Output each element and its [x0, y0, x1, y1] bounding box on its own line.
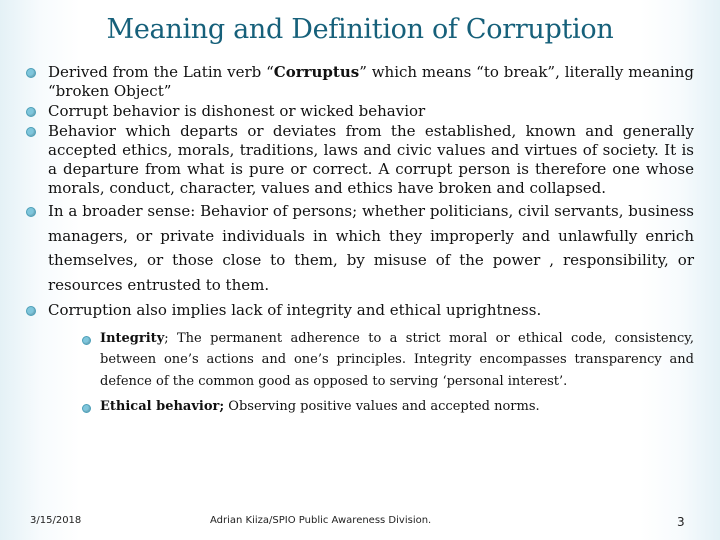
- bullet-icon: [82, 404, 91, 413]
- bullet-text: Corruption also implies lack of integrity and ethical uprightness.: [48, 301, 542, 319]
- footer-date: 3/15/2018: [30, 515, 82, 526]
- slide-title: Meaning and Definition of Corruption: [106, 14, 614, 45]
- sub-bullet-integrity: [78, 328, 694, 393]
- sub-bullet-text: Observing positive values and accepted norms.: [224, 399, 540, 414]
- bullet-item-integrity-lack: [22, 298, 694, 418]
- bullet-icon: [26, 306, 36, 316]
- bullet-item-latin-origin: [22, 63, 694, 101]
- page-number: 3: [677, 515, 685, 529]
- bullet-item-departure: [22, 122, 694, 198]
- bullet-text: In a broader sense: Behavior of persons; whether politicians, civil servants, business managers, or private individuals in which they improperly and unlawfully enrich themselves, or those close to them, by misuse of the power , responsibility, or resources entrusted to them.: [48, 202, 694, 294]
- bullet-item-broader-sense: [22, 199, 694, 297]
- bullet-text: ” which means “to break”, literally meaning “broken Object”: [48, 63, 694, 100]
- bullet-bold-term: Corruptus: [273, 63, 360, 81]
- bullet-text: Derived from the Latin verb “: [48, 63, 274, 81]
- sub-bullet-term: Ethical behavior;: [100, 399, 225, 414]
- sub-bullet-list: [78, 328, 694, 418]
- bullet-icon: [26, 127, 36, 137]
- bullet-icon: [26, 107, 36, 117]
- bullet-text: Corrupt behavior is dishonest or wicked behavior: [48, 102, 426, 120]
- bullet-icon: [26, 207, 36, 217]
- sub-bullet-term: Integrity: [100, 330, 165, 346]
- footer-author: Adrian Kiiza/SPIO Public Awareness Division.: [210, 515, 432, 526]
- bullet-icon: [82, 336, 91, 345]
- sub-bullet-text: ; The permanent adherence to a strict moral or ethical code, consistency, between one’s actions and one’s principles. Integrity encompasses transparency and defence of the common good as opposed to serving ‘personal interest’.: [100, 330, 694, 389]
- bullet-list: [22, 63, 694, 419]
- sub-bullet-ethical-behavior: [78, 396, 694, 418]
- bullet-item-corrupt-behavior: [22, 102, 694, 121]
- bullet-text: Behavior which departs or deviates from the established, known and generally accepted ethics, morals, traditions, laws and civic values and virtues of society. It is a departure from what is pure or correct. A corrupt person is therefore one whose morals, conduct, character, values and ethics have broken and collapsed.: [48, 122, 694, 197]
- bullet-icon: [26, 68, 36, 78]
